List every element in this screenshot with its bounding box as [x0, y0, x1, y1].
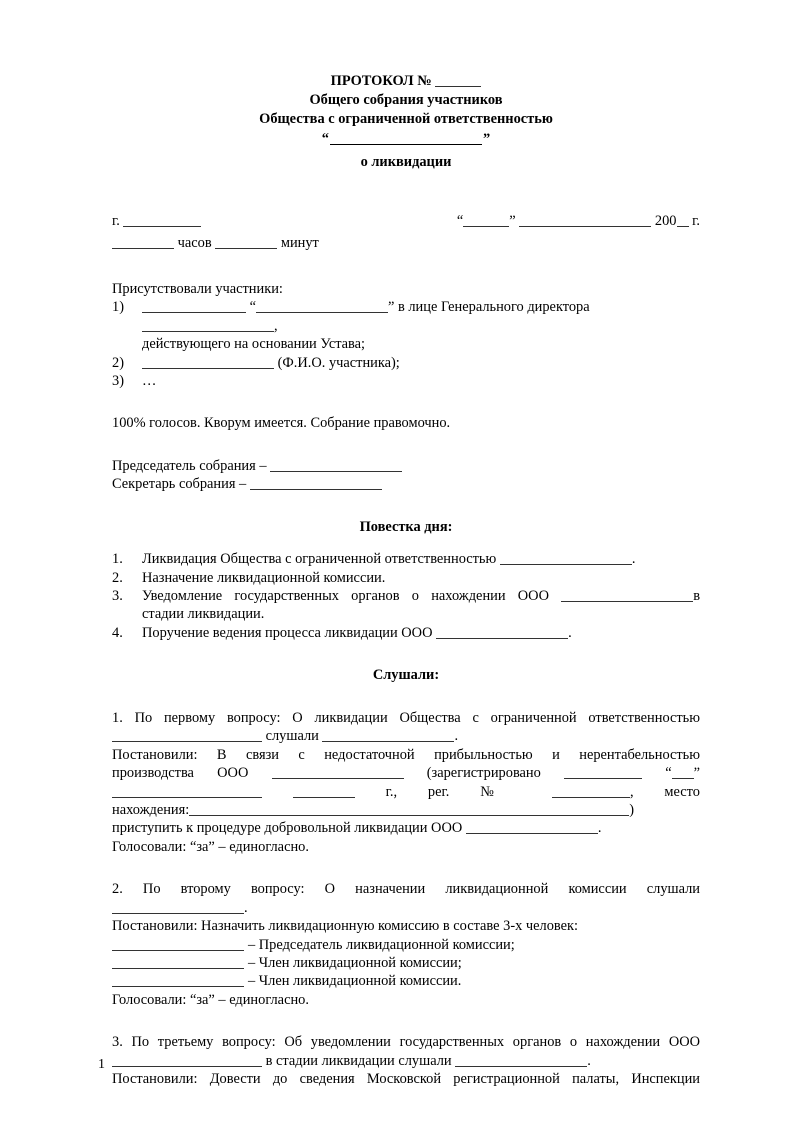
date-quote-open: “ — [456, 212, 464, 229]
quorum-statement: 100% голосов. Кворум имеется. Собрание правомочно. — [112, 415, 451, 432]
title-company-form: Общества с ограниченной ответственностью — [259, 111, 553, 128]
q1-address-label: нахождения: — [112, 801, 190, 818]
agenda-marker-2: 2. — [112, 569, 123, 586]
q1-line2-mid: слушали — [265, 728, 319, 745]
title-protocol-label: ПРОТОКОЛ № — [330, 73, 436, 89]
q1-liquidation-blank — [466, 820, 598, 834]
attendee-1-comma: , — [274, 317, 278, 334]
hours-label: часов — [177, 235, 212, 252]
q1-speaker-blank-a — [112, 728, 262, 742]
attendee-1-second-line: действующего на основании Устава; — [142, 336, 366, 353]
q2-speaker-blank — [112, 899, 244, 913]
secretary-blank — [250, 476, 382, 490]
minutes-label: минут — [280, 235, 319, 252]
month-blank — [519, 213, 651, 227]
quote-open: “ — [321, 131, 329, 148]
q1-res2-c: (зарегистрировано — [426, 765, 541, 782]
q1-address-blank — [189, 802, 629, 816]
attendee-item-2 — [112, 354, 700, 372]
q1-quote-close: ” — [693, 765, 701, 782]
protocol-number-blank — [435, 73, 481, 87]
attendee-marker-2: 2) — [112, 354, 124, 371]
commission-member-1-role: – Председатель ликвидационной комиссии; — [248, 936, 515, 953]
agenda-marker-4: 4. — [112, 624, 123, 641]
city-blank — [123, 213, 201, 227]
q1-line-1: 1. По первому вопросу: О ликвидации Общества с ограниченной ответственностью — [112, 709, 700, 726]
date-group — [457, 212, 700, 230]
attendee-1-name-blank — [142, 299, 246, 313]
secretary-label: Секретарь собрания – — [112, 476, 250, 493]
q2-resolution: Постановили: Назначить ликвидационную комиссию в составе 3-х человек: — [112, 918, 578, 935]
attendee-line-2 — [142, 354, 700, 372]
title-company-name-row — [112, 130, 700, 149]
q3-company-blank — [112, 1053, 262, 1067]
q1-resolution-line-1: Постановили: В связи с недостаточной прибыльностью и нерентабельностью — [112, 746, 700, 763]
agenda-item-3 — [112, 587, 700, 624]
agenda-1-suffix: . — [631, 551, 636, 568]
q1-res3-d: место — [664, 783, 700, 800]
spacer — [112, 642, 700, 666]
attendee-item-1 — [112, 298, 700, 353]
q3-speaker-blank — [455, 1053, 587, 1067]
agenda-3-suffix: в — [693, 588, 700, 605]
agenda-item-1 — [112, 550, 700, 568]
attendees-list — [112, 298, 700, 390]
q1-quote-open: “ — [665, 765, 672, 782]
q1-res3-c: № — [480, 783, 522, 800]
q1-resolution-line-5 — [112, 819, 700, 837]
day-blank — [463, 213, 509, 227]
attendee-3-text: … — [142, 372, 157, 389]
secretary-line — [112, 475, 700, 493]
q1-day-blank — [672, 765, 694, 779]
chairman-line — [112, 457, 700, 475]
chairman-label: Председатель собрания – — [112, 457, 271, 474]
spacer — [112, 536, 700, 550]
title-subject: о ликвидации — [360, 153, 452, 170]
title-protocol-number — [112, 72, 700, 91]
title-meeting-type: Общего собрания участников — [309, 92, 503, 109]
company-name-blank — [330, 131, 482, 146]
attendee-line-1 — [142, 298, 700, 335]
commission-member-2-role: – Член ликвидационной комиссии; — [248, 955, 462, 972]
city-line — [112, 213, 201, 229]
spacer — [112, 856, 700, 880]
year-blank — [677, 213, 689, 227]
heard-heading: Слушали: — [372, 667, 440, 684]
q3-line-2 — [112, 1052, 700, 1070]
q3-line-1: 3. По третьему вопросу: Об уведомлении государственных органов о нахождении ООО — [112, 1034, 700, 1051]
commission-member-3 — [112, 972, 700, 990]
q1-vote: Голосовали: “за” – единогласно. — [112, 838, 309, 855]
quote-open: “ — [249, 299, 256, 316]
agenda-3-line-2: стадии ликвидации. — [142, 606, 265, 623]
document-body — [112, 72, 700, 1089]
attendee-2-text: (Ф.И.О. участника); — [277, 354, 400, 371]
agenda-item-4 — [112, 624, 700, 642]
q1-month-blank — [112, 783, 262, 797]
commission-member-2-blank — [112, 955, 244, 969]
q3-line2-end: . — [587, 1052, 591, 1069]
q1-res2-a: производства — [112, 765, 194, 782]
year-suffix: г. — [692, 212, 700, 229]
q2-line-2 — [112, 899, 700, 917]
spacer — [112, 494, 700, 518]
spacer — [112, 256, 700, 280]
q1-year-blank — [293, 783, 355, 797]
quote-close: ” — [483, 131, 491, 148]
attendee-2-name-blank — [142, 354, 274, 368]
commission-members-list — [112, 936, 700, 991]
q1-address-close-paren: ) — [629, 801, 635, 818]
q1-res2-b: ООО — [217, 765, 249, 782]
document-title-block — [112, 72, 700, 172]
minutes-blank — [215, 235, 277, 249]
commission-member-1-blank — [112, 936, 244, 950]
city-time-group — [112, 212, 319, 253]
spacer — [112, 1009, 700, 1033]
hours-blank — [112, 235, 174, 249]
q1-company-blank — [272, 765, 404, 779]
q2-vote: Голосовали: “за” – единогласно. — [112, 991, 309, 1008]
date-quote-close: ” — [509, 212, 516, 229]
attendee-1-middle-text: в лице Генерального директора — [394, 299, 590, 316]
agenda-text-1: Ликвидация Общества с ограниченной ответственностью — [142, 551, 500, 568]
q1-regnum-blank — [552, 783, 630, 797]
attendee-1-company-blank — [256, 299, 388, 313]
agenda-3-line-1 — [142, 587, 700, 605]
agenda-heading: Повестка дня: — [359, 518, 453, 535]
q1-res3-comma: , — [629, 783, 634, 800]
agenda-text-2: Назначение ликвидационной комиссии. — [142, 569, 386, 586]
spacer — [112, 390, 700, 414]
q1-resolution-line-4 — [112, 801, 700, 819]
commission-member-2 — [112, 954, 700, 972]
agenda-text-4: Поручение ведения процесса ликвидации ООО — [142, 624, 437, 641]
spacer — [112, 433, 700, 457]
q2-line2-end: . — [244, 899, 248, 916]
q3-resolution: Постановили: Довести до сведения Московской регистрационной палаты, Инспекции — [112, 1071, 700, 1088]
attendee-item-3 — [112, 372, 700, 390]
chairman-blank — [270, 458, 402, 472]
q1-res3-a: г., — [385, 783, 398, 800]
agenda-item-2 — [112, 569, 700, 587]
agenda-list — [112, 550, 700, 642]
commission-member-1 — [112, 936, 700, 954]
q2-line-1: 2. По второму вопросу: О назначении ликвидационной комиссии слушали — [112, 881, 700, 898]
q1-res5-after: . — [597, 820, 602, 837]
q1-registrar-blank — [564, 765, 642, 779]
q1-resolution-line-3 — [112, 783, 700, 801]
q1-resolution-line-2 — [112, 764, 700, 782]
quote-close: ” — [388, 299, 395, 316]
spacer — [112, 172, 700, 212]
spacer — [112, 685, 700, 709]
year-prefix: 200 — [654, 212, 677, 229]
agenda-3-blank — [561, 588, 693, 602]
agenda-text-3: Уведомление государственных органов о нахождении ООО — [142, 588, 562, 605]
agenda-marker-3: 3. — [112, 588, 123, 605]
page-number: 1 — [98, 1057, 105, 1072]
city-label: г. — [112, 212, 124, 229]
q1-line2-end: . — [454, 728, 459, 745]
agenda-1-blank — [500, 551, 632, 565]
agenda-marker-1: 1. — [112, 551, 123, 568]
attendee-marker-3: 3) — [112, 372, 124, 389]
agenda-4-suffix: . — [568, 624, 572, 641]
attendee-1-director-blank — [142, 317, 274, 331]
q3-line2-mid: в стадии ликвидации слушали — [265, 1052, 452, 1069]
commission-member-3-role: – Член ликвидационной комиссии. — [248, 973, 462, 990]
time-line — [112, 234, 319, 252]
date-time-row — [112, 212, 700, 256]
q1-res5-before: приступить к процедуре добровольной ликвидации ООО — [112, 820, 466, 837]
agenda-4-blank — [436, 625, 568, 639]
q1-speaker-blank-b — [322, 728, 454, 742]
attendee-marker-1: 1) — [112, 299, 124, 316]
commission-member-3-blank — [112, 973, 244, 987]
attendees-heading: Присутствовали участники: — [112, 280, 283, 297]
q1-res3-b: рег. — [427, 783, 450, 800]
q1-line-2 — [112, 727, 700, 745]
